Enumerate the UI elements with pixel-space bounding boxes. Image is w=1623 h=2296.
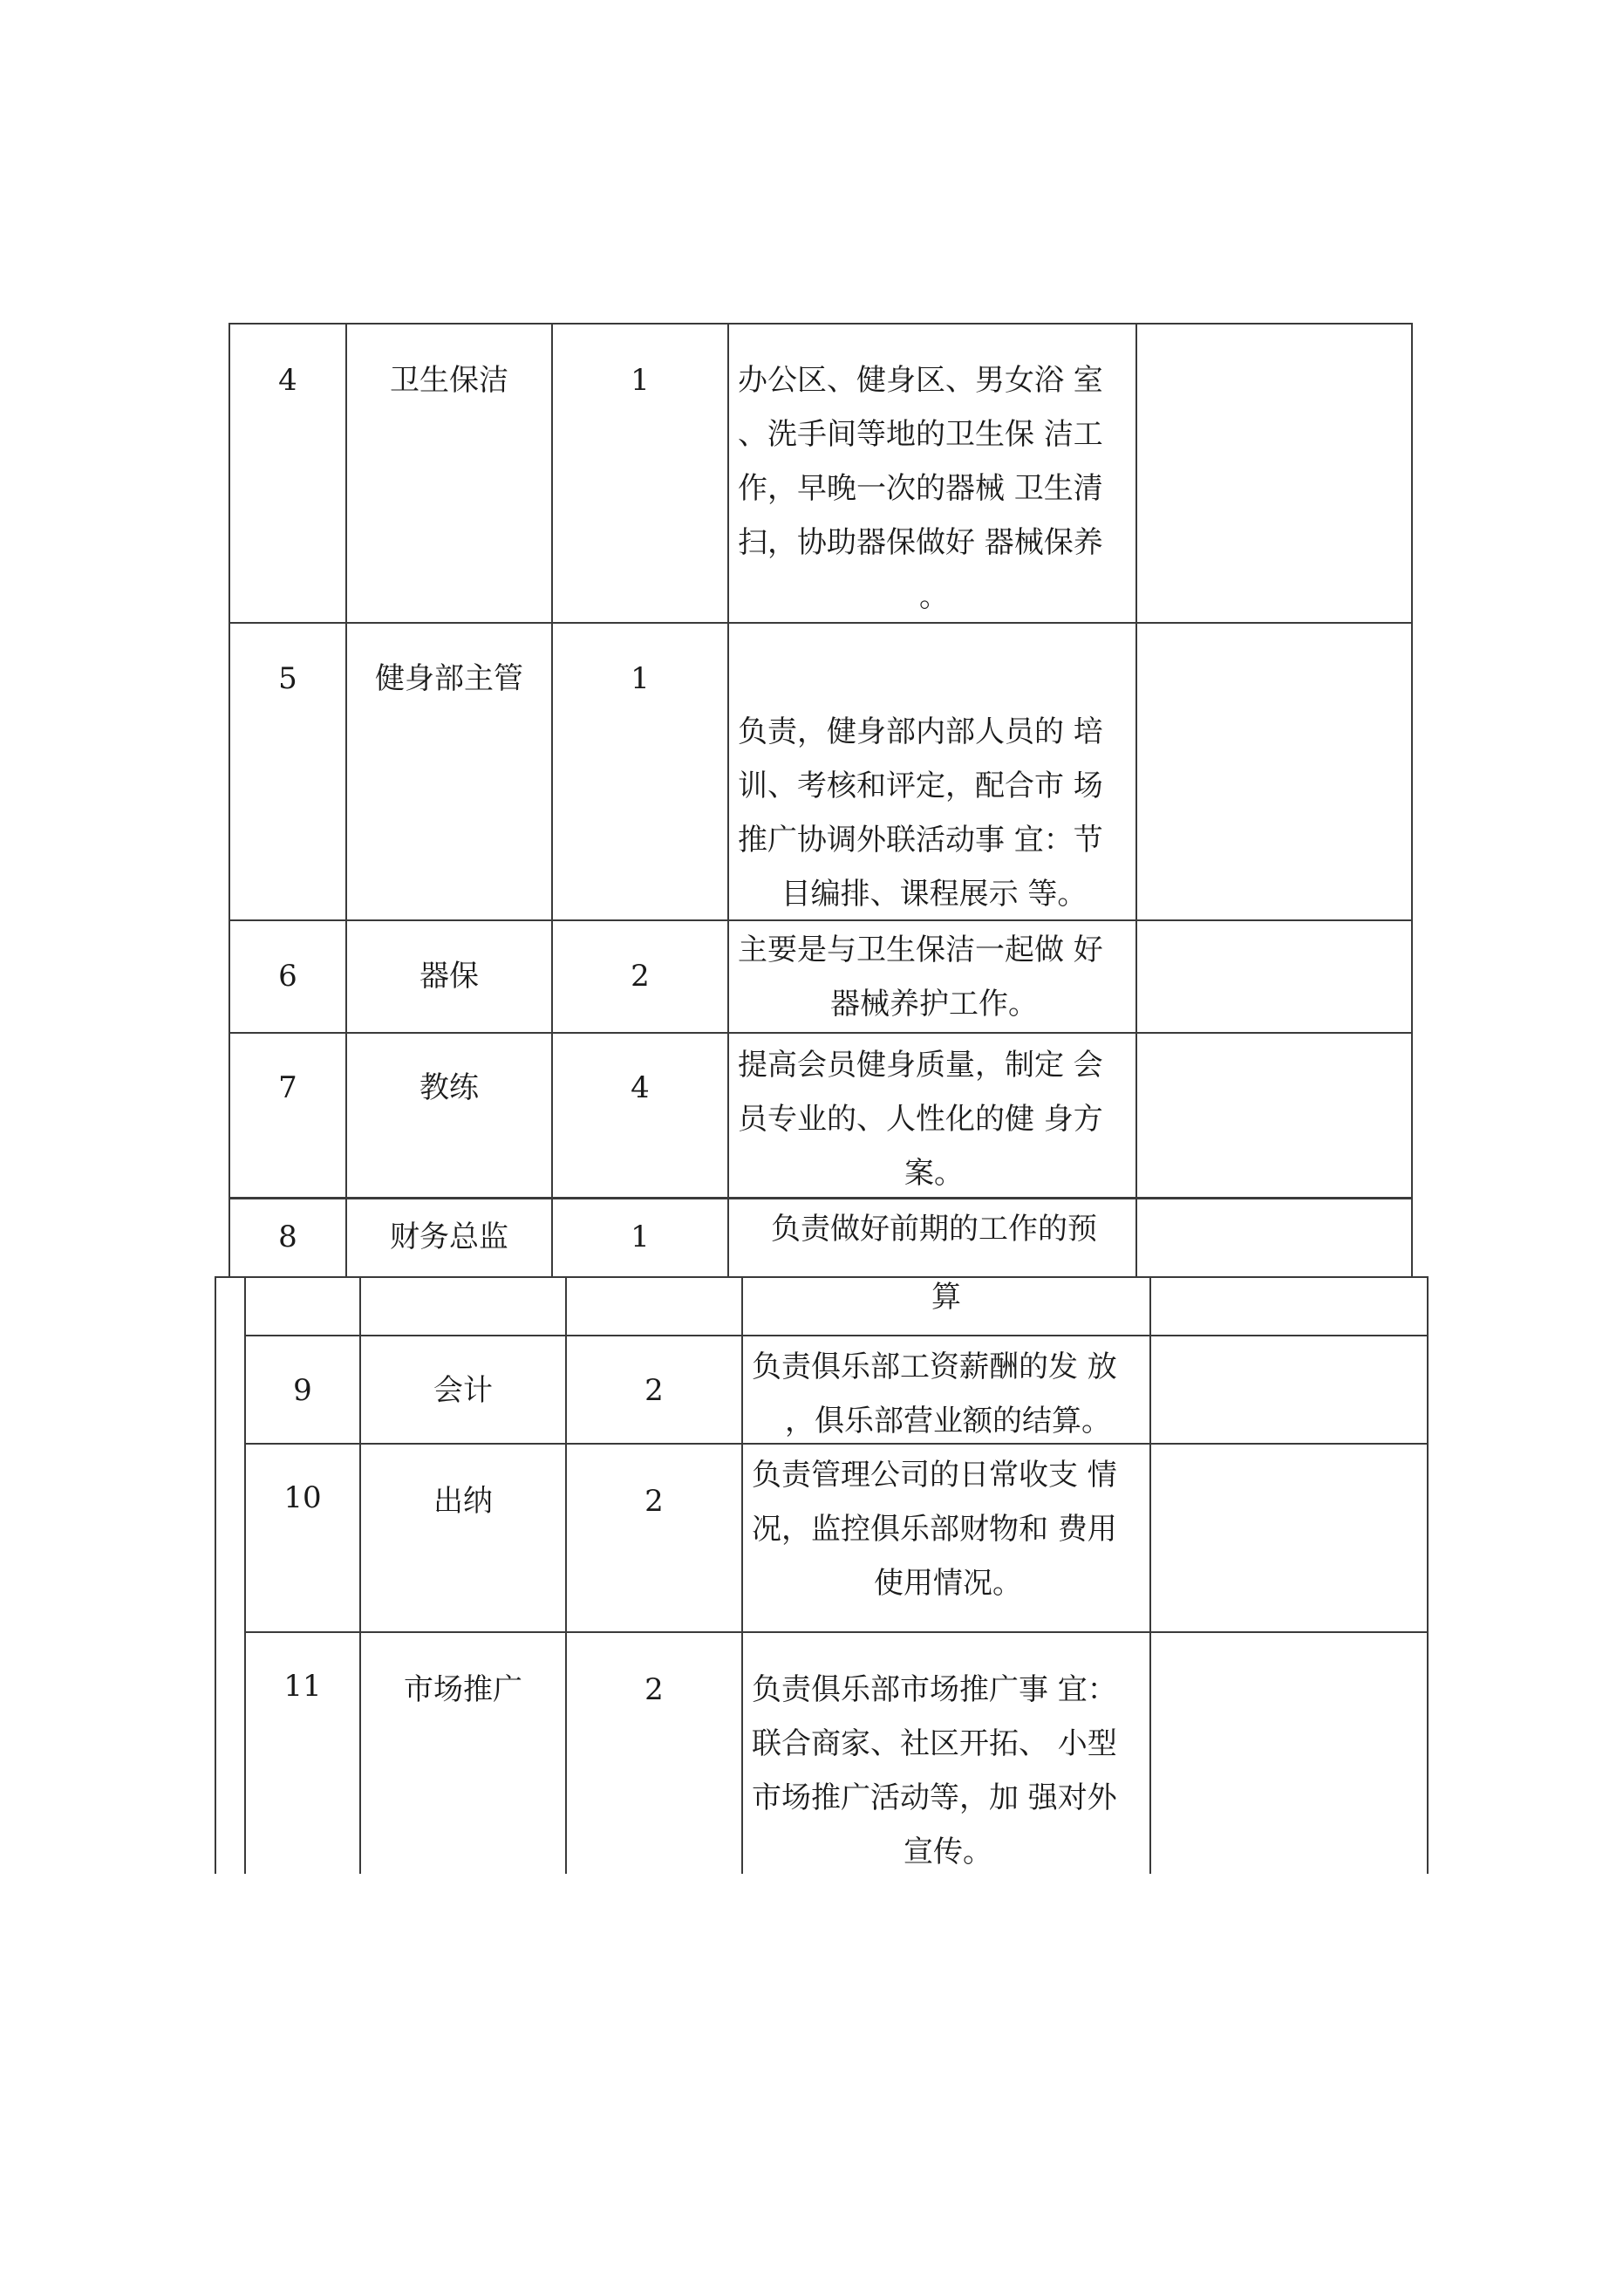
duty-line: 提高会员健身质量，制定 会: [738, 1048, 1103, 1083]
headcount: 2: [644, 1484, 664, 1519]
duty-line: 市场推广活动等，加 强对外: [752, 1780, 1117, 1815]
table-border: [345, 323, 347, 1278]
duty-description: [738, 353, 1130, 624]
headcount: 1: [631, 363, 650, 398]
headcount: 1: [631, 661, 650, 696]
duty-line: 主要是与卫生保洁一起做 好: [738, 933, 1103, 967]
row-number: 5: [278, 661, 297, 696]
duty-description: [738, 1038, 1130, 1200]
row-number: 8: [278, 1220, 297, 1254]
table-border: [228, 1032, 1413, 1034]
duty-line: 训、考核和评定，配合市 场: [738, 769, 1103, 803]
table-border: [215, 1276, 216, 1874]
headcount: 4: [631, 1070, 650, 1105]
row-number: 7: [278, 1070, 297, 1105]
row-number: 9: [293, 1373, 312, 1408]
duty-line: 目编排、课程展示 等。: [781, 877, 1088, 912]
headcount: 1: [631, 1220, 650, 1254]
headcount: 2: [631, 959, 650, 994]
table-border: [228, 323, 230, 1278]
duty-line: ，俱乐部营业额的结算。: [785, 1404, 1111, 1438]
duty-line: 负责，健身部内部人员的 培: [738, 714, 1103, 749]
duty-line: 推广协调外联活动事 宜：节: [738, 823, 1103, 858]
position-name: 器保: [419, 959, 479, 994]
table-border: [244, 1631, 1429, 1633]
duty-description: [752, 1340, 1144, 1448]
table-border: [228, 323, 1413, 325]
position-name: 出纳: [433, 1484, 493, 1519]
duty-line: 作，早晚一次的器械 卫生清: [738, 471, 1103, 506]
table-border: [1149, 1276, 1151, 1874]
headcount: 2: [644, 1373, 664, 1408]
table-border: [1427, 1276, 1429, 1874]
duty-line: 宣传。: [904, 1835, 992, 1869]
headcount: 2: [644, 1672, 664, 1707]
table-border: [1411, 323, 1413, 1278]
position-name: 卫生保洁: [390, 363, 508, 398]
row-number: 4: [278, 363, 297, 398]
table-border: [244, 1335, 1429, 1336]
duty-line: 员专业的、人性化的健 身方: [738, 1102, 1103, 1137]
table-border: [727, 323, 729, 1278]
position-name: 教练: [419, 1070, 479, 1105]
duty-line: 案。: [904, 1156, 964, 1191]
duty-description: [738, 705, 1130, 921]
duty-description: [738, 1202, 1130, 1256]
row-number: 11: [283, 1669, 322, 1704]
position-name: 财务总监: [390, 1220, 508, 1254]
duty-line: 使用情况。: [874, 1566, 1022, 1601]
duty-line: 负责俱乐部工资薪酬的发 放: [752, 1350, 1117, 1384]
duty-description: [738, 923, 1130, 1031]
duty-line: 负责俱乐部市场推广事 宜：: [752, 1672, 1117, 1707]
row-number: 6: [278, 959, 297, 994]
duty-line-continuation: 算: [931, 1280, 961, 1315]
duty-line: 。: [919, 579, 949, 614]
duty-line: 、洗手间等地的卫生保 洁工: [738, 417, 1103, 452]
duty-line: 器械养护工作。: [830, 987, 1038, 1022]
row-number: 10: [283, 1480, 322, 1515]
position-name: 健身部主管: [375, 661, 523, 696]
table-border: [551, 323, 553, 1278]
table-border: [1135, 323, 1137, 1278]
duty-description: [752, 1663, 1144, 1879]
position-name: 市场推广: [404, 1672, 522, 1707]
duty-line: 办公区、健身区、男女浴 室: [738, 363, 1103, 398]
position-name: 会计: [433, 1373, 493, 1408]
duty-line: 联合商家、社区开拓、 小型: [752, 1726, 1117, 1761]
duty-line: 扫，协助器保做好 器械保养: [738, 525, 1103, 560]
duty-line: 负责管理公司的日常收支 情: [752, 1458, 1117, 1493]
duty-line: 况，监控俱乐部财物和 费用: [752, 1512, 1117, 1547]
duty-description: [752, 1448, 1144, 1610]
duty-line: 负责做好前期的工作的预: [771, 1212, 1097, 1247]
